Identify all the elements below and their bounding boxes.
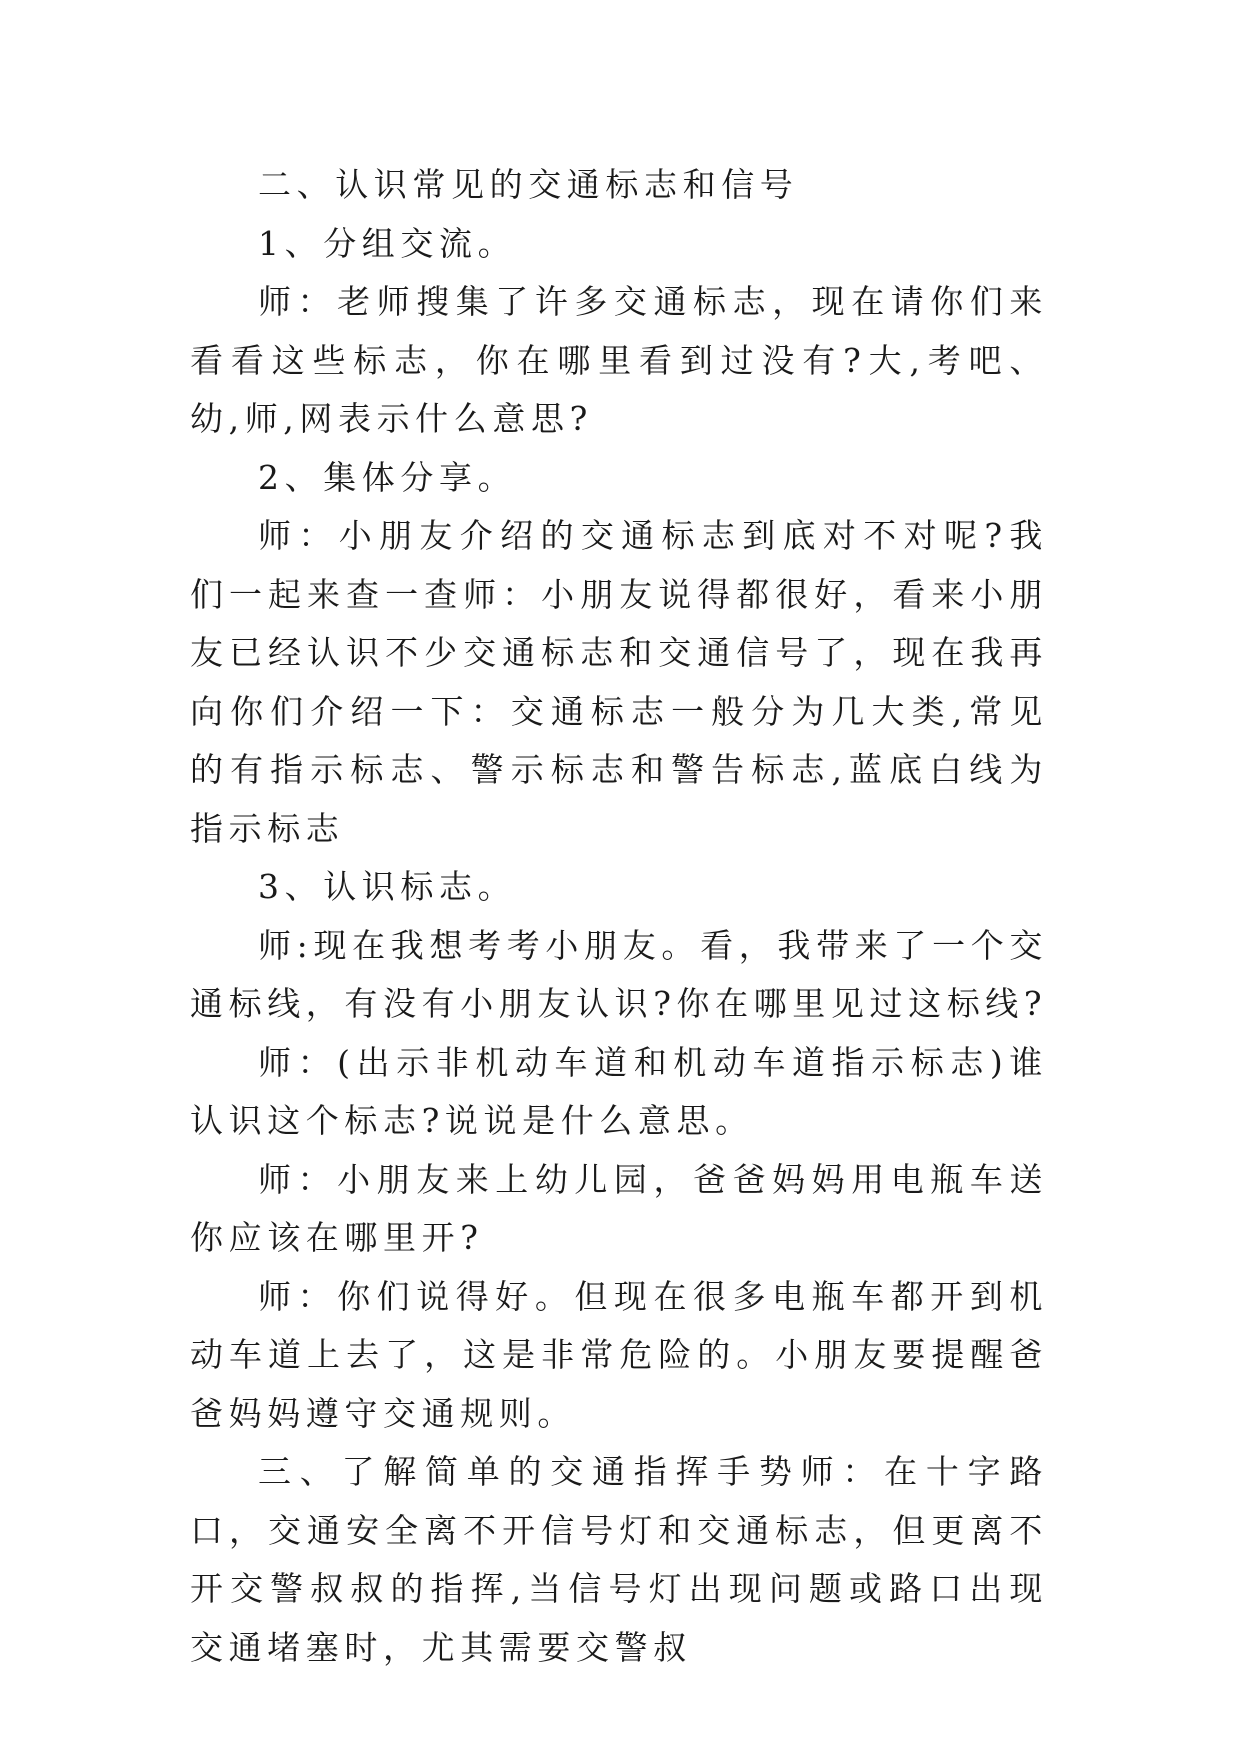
section-heading-traffic-gestures: 三、了解简单的交通指挥手势师：在十字路口，交通安全离不开信号灯和交通标志，但更离不开交警叔叔的指挥,当信号灯出现问题或路口出现交通堵塞时，尤其需要交警叔	[190, 1452, 1048, 1667]
teacher-dialogue: 师：老师搜集了许多交通标志，现在请你们来看看这些标志，你在哪里看到过没有?大,考吧、幼,师,网表示什么意思?	[190, 282, 1048, 438]
teacher-dialogue: 师:现在我想考考小朋友。看，我带来了一个交通标线，有没有小朋友认识?你在哪里见过这标线?	[190, 925, 1048, 1023]
teacher-dialogue: 师：小朋友来上幼儿园，爸爸妈妈用电瓶车送你应该在哪里开?	[190, 1159, 1048, 1257]
step-heading-group-discussion: 1、分组交流。	[258, 223, 517, 263]
teacher-dialogue: 师：你们说得好。但现在很多电瓶车都开到机动车道上去了，这是非常危险的。小朋友要提醒爸爸妈妈遵守交通规则。	[190, 1276, 1048, 1433]
section-heading-traffic-signs: 二、认识常见的交通标志和信号	[258, 165, 799, 204]
teacher-dialogue: 师：(出示非机动车道和机动车道指示标志)谁认识这个标志?说说是什么意思。	[190, 1042, 1048, 1140]
step-heading-recognize-signs: 3、认识标志。	[258, 867, 517, 906]
teacher-dialogue: 师：小朋友介绍的交通标志到底对不对呢?我们一起来查一查师：小朋友说得都很好，看来小朋友已经认识不少交通标志和交通信号了，现在我再向你们介绍一下：交通标志一般分为几大类,常见的有指示标志、警示标志和警告标志,蓝底白线为指示标志	[190, 516, 1048, 848]
document-body	[190, 156, 1048, 1677]
step-heading-group-sharing: 2、集体分享。	[258, 457, 517, 497]
